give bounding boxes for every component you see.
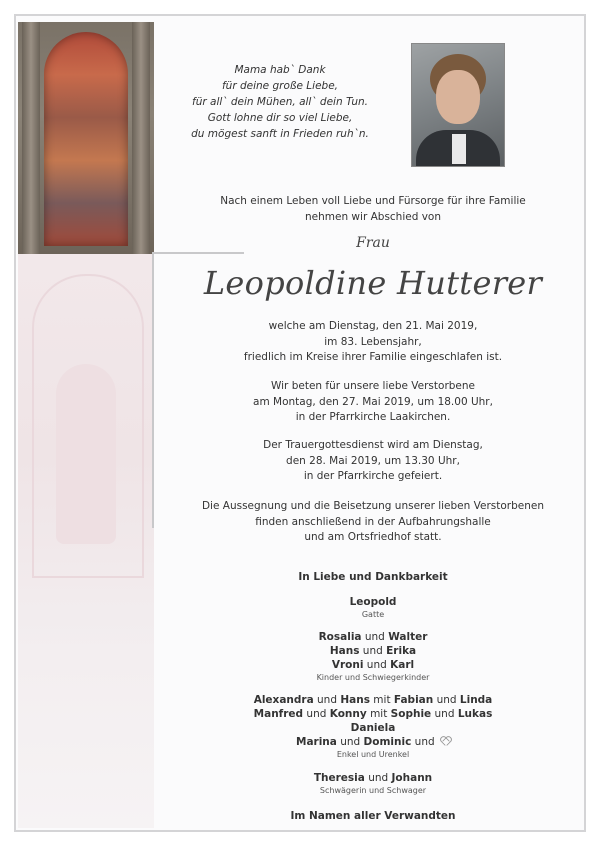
paragraph-death: [160, 319, 586, 366]
intro-line: nehmen wir Abschied von: [304, 211, 442, 223]
family-name: Hans: [340, 694, 370, 706]
poem-line: für all` dein Mühen, all` dein Tun.: [192, 96, 368, 108]
family-name: Konny: [329, 708, 367, 720]
family-group-in-laws: [160, 771, 586, 797]
poem-line: Gott lohne dir so viel Liebe,: [207, 112, 353, 124]
heart-icon: [440, 737, 450, 747]
text-line: in der Pfarrkirche gefeiert.: [303, 470, 443, 482]
family-role: Schwägerin und Schwager: [319, 786, 427, 795]
pillar-right: [132, 22, 150, 254]
family-name: Vroni: [331, 659, 364, 671]
poem-line: für deine große Liebe,: [221, 80, 338, 92]
family-role: Gatte: [361, 610, 385, 619]
family-name: Erika: [386, 645, 417, 657]
text-line: im 83. Lebensjahr,: [324, 335, 422, 348]
text-line: Der Trauergottesdienst wird am Dienstag,: [263, 439, 483, 451]
conjunction: und: [368, 772, 389, 784]
paragraph-prayer: [160, 379, 586, 426]
text-line: welche am Dienstag, den 21. Mai 2019,: [268, 320, 478, 332]
family-name: Rosalia: [318, 631, 362, 643]
family-name: Walter: [388, 631, 428, 643]
conjunction: mit: [370, 708, 388, 720]
text-line: finden anschließend in der Aufbahrungshalle: [255, 515, 491, 528]
conjunction: und: [436, 694, 457, 706]
photo-collar: [452, 134, 466, 164]
family-name: Sophie: [390, 708, 432, 720]
pillar-left: [22, 22, 40, 254]
salutation: Frau: [356, 235, 390, 251]
text-line: Die Aussegnung und die Beisetzung unserer lieben Verstorbenen: [201, 500, 545, 512]
faded-painting-background: [18, 254, 154, 828]
photo-face: [436, 70, 480, 124]
conjunction: und: [414, 736, 435, 748]
family-name: Manfred: [253, 708, 304, 720]
left-decoration: [18, 22, 154, 828]
poem-line: Mama hab` Dank: [234, 64, 326, 76]
family-name: Lukas: [457, 708, 493, 720]
family-role: Enkel und Urenkel: [336, 750, 410, 759]
text-line: Wir beten für unsere liebe Verstorbene: [270, 380, 476, 392]
text-line: am Montag, den 27. Mai 2019, um 18.00 Uhr,: [253, 395, 493, 408]
text-line: den 28. Mai 2019, um 13.30 Uhr,: [286, 454, 460, 467]
conjunction: und: [340, 736, 361, 748]
family-group-spouse: [160, 595, 586, 621]
intro-text: [160, 193, 586, 225]
family-name: Linda: [459, 694, 493, 706]
family-name: Daniela: [350, 722, 396, 734]
poem-line: du mögest sanft in Frieden ruh`n.: [191, 128, 369, 140]
family-role: Kinder und Schwiegerkinder: [316, 673, 430, 682]
family-name: Dominic: [363, 736, 412, 748]
conjunction: und: [434, 708, 455, 720]
paragraph-service: [160, 438, 586, 485]
poem: [170, 62, 390, 142]
family-name: Leopold: [349, 596, 397, 608]
deceased-name: Leopoldine Hutterer: [203, 264, 543, 302]
family-name: Theresia: [313, 772, 365, 784]
closing-line: Im Namen aller Verwandten: [290, 810, 456, 822]
family-name: Hans: [329, 645, 360, 657]
family-name: Johann: [391, 772, 433, 784]
divider-vertical: [152, 252, 154, 528]
family-name: Alexandra: [253, 694, 314, 706]
ghost-figure: [56, 364, 116, 544]
conjunction: und: [366, 659, 387, 671]
conjunction: und: [364, 631, 385, 643]
conjunction: und: [317, 694, 337, 706]
conjunction: mit: [373, 694, 391, 706]
conjunction: und: [362, 645, 383, 657]
family-group-grandchildren: [160, 693, 586, 761]
text-line: friedlich im Kreise ihrer Familie eingeschlafen ist.: [243, 351, 503, 363]
intro-line: Nach einem Leben voll Liebe und Fürsorge für ihre Familie: [220, 195, 526, 207]
text-line: und am Ortsfriedhof statt.: [304, 531, 442, 543]
conjunction: und: [306, 708, 327, 720]
family-name: Karl: [390, 659, 415, 671]
altar-fresco: [44, 32, 128, 246]
family-group-children: [160, 630, 586, 684]
divider-horizontal: [154, 252, 244, 254]
church-painting-image: [18, 22, 154, 254]
family-name: Fabian: [393, 694, 434, 706]
family-name: Marina: [296, 736, 337, 748]
text-line: in der Pfarrkirche Laakirchen.: [295, 411, 451, 423]
thanks-heading: In Liebe und Dankbarkeit: [298, 571, 448, 583]
paragraph-burial: [160, 499, 586, 546]
portrait-photo: [411, 43, 505, 167]
